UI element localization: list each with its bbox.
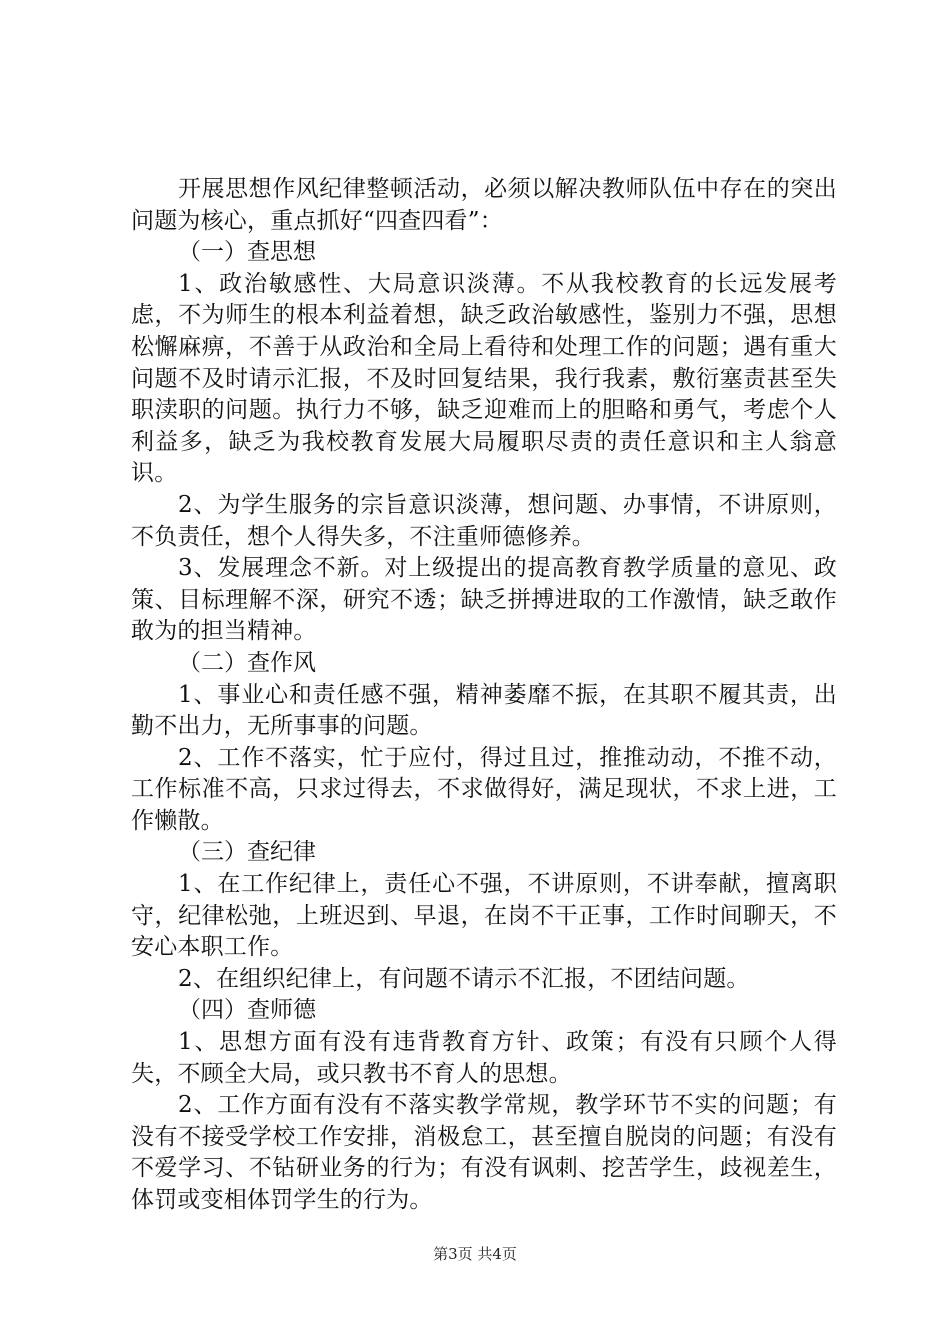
section-item: 2、工作不落实，忙于应付，得过且过，推推动动，不推不动，工作标准不高，只求过得去，不求做得好，满足现状，不求上进，工作懒散。 (131, 744, 837, 834)
section-heading-thought: （一）查思想 (178, 239, 316, 266)
page-number-footer: 第3页 共4页 (433, 1245, 517, 1263)
section-item: 1、事业心和责任感不强，精神萎靡不振，在其职不履其责，出勤不出力，无所事事的问题。 (131, 681, 837, 740)
document-body (131, 174, 837, 1217)
section-item: 2、工作方面有没有不落实教学常规，教学环节不实的问题；有没有不接受学校工作安排，消极怠工，甚至擅自脱岗的问题；有没有不爱学习、不钻研业务的行为；有没有讽刺、挖苦学生，歧视差生，体罚或变相体罚学生的行为。 (131, 1092, 837, 1213)
section-heading-ethics: （四）查师德 (178, 997, 316, 1024)
section-item: 3、发展理念不新。对上级提出的提高教育教学质量的意见、政策、目标理解不深，研究不透；缺乏拼搏进取的工作激情，缺乏敢作敢为的担当精神。 (131, 555, 837, 645)
section-heading-discipline: （三）查纪律 (178, 839, 316, 866)
section-item: 2、为学生服务的宗旨意识淡薄，想问题、办事情，不讲原则，不负责任，想个人得失多，不注重师德修养。 (131, 491, 837, 550)
section-heading-style: （二）查作风 (178, 649, 316, 676)
section-item: 2、在组织纪律上，有问题不请示不汇报，不团结问题。 (178, 965, 750, 992)
intro-paragraph: 开展思想作风纪律整顿活动，必须以解决教师队伍中存在的突出问题为核心，重点抓好“四查四看”： (131, 176, 837, 234)
section-item: 1、在工作纪律上，责任心不强，不讲原则，不讲奉献，擅离职守，纪律松弛，上班迟到、早退，在岗不干正事，工作时间聊天，不安心本职工作。 (131, 871, 837, 961)
section-item: 1、思想方面有没有违背教育方针、政策；有没有只顾个人得失，不顾全大局，或只教书不育人的思想。 (131, 1029, 837, 1087)
section-item: 1、政治敏感性、大局意识淡薄。不从我校教育的长远发展考虑，不为师生的根本利益着想，缺乏政治敏感性，鉴别力不强，思想松懈麻痹，不善于从政治和全局上看待和处理工作的问题；遇有重大问题不及时请示汇报，不及时回复结果，我行我素，敷衍塞责甚至失职渎职的问题。执行力不够，缺乏迎难而上的胆略和勇气，考虑个人利益多，缺乏为我校教育发展大局履职尽责的责任意识和主人翁意识。 (131, 270, 837, 487)
